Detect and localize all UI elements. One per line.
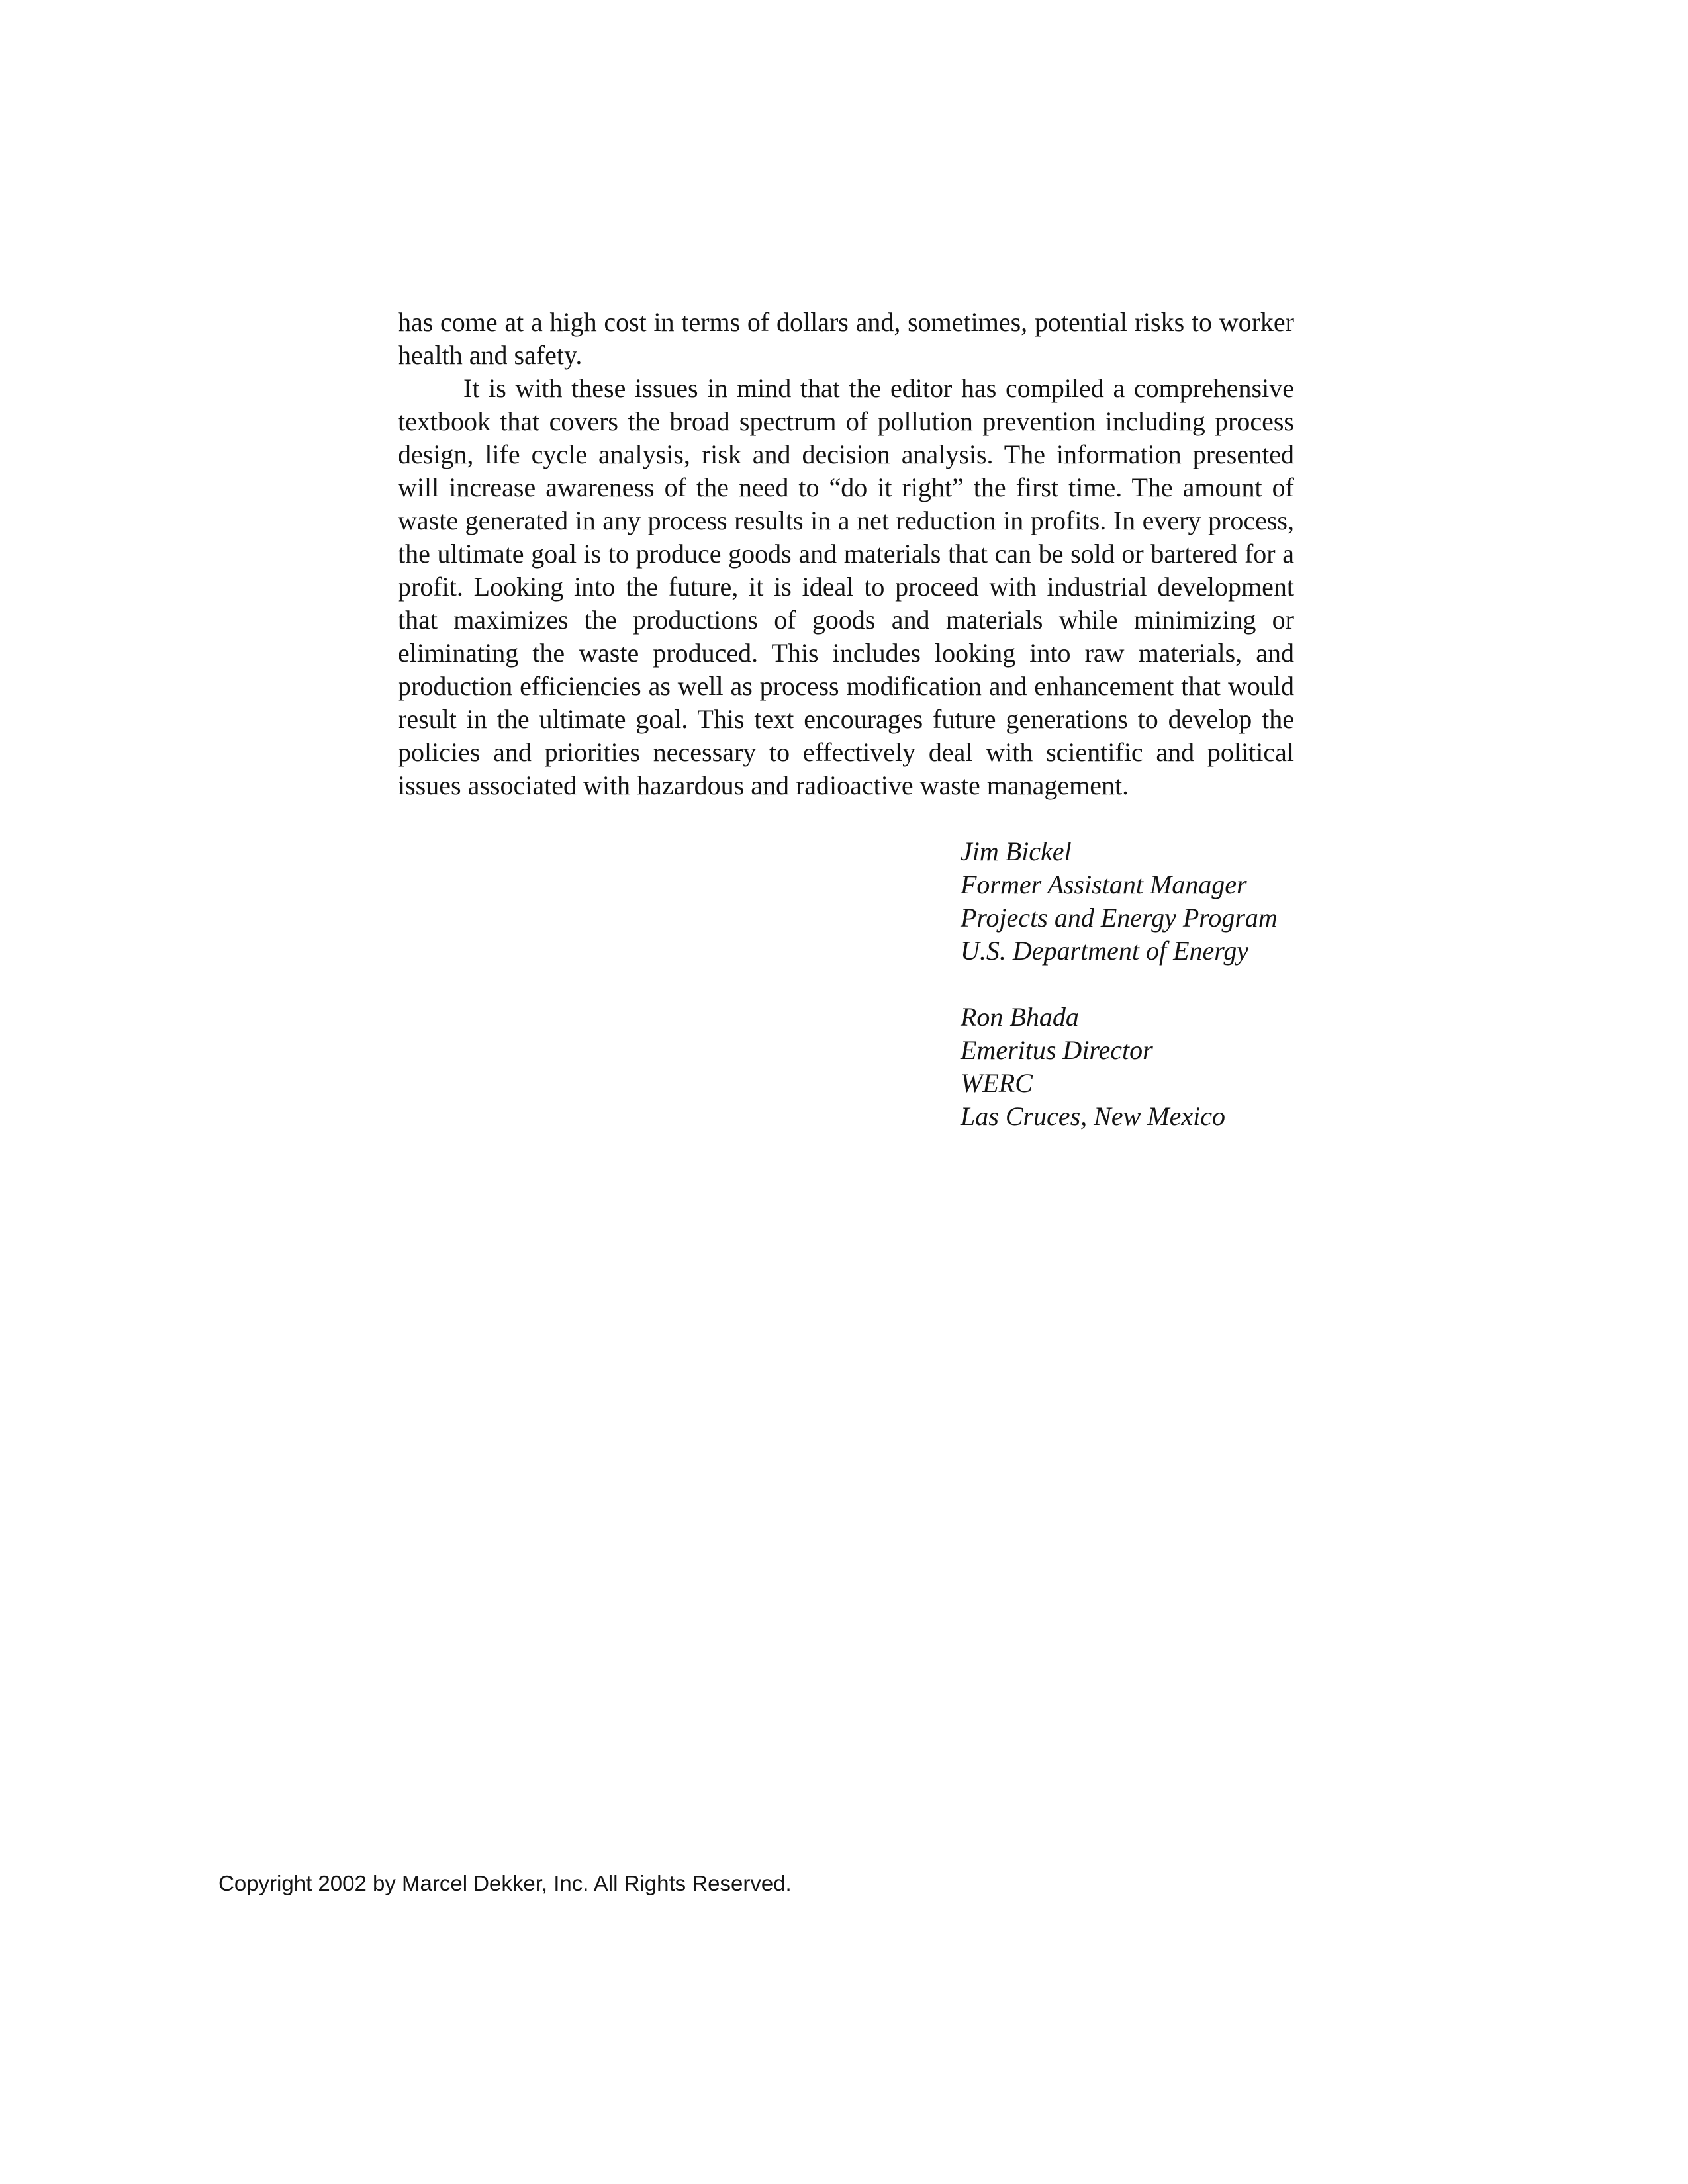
signer-organization: WERC [961,1068,1033,1098]
signer-program: Projects and Energy Program [961,903,1278,933]
foreword-body [398,306,1294,802]
signature-block-bhada [961,1001,1278,1133]
signer-name: Jim Bickel [961,837,1072,866]
signer-title: Emeritus Director [961,1035,1153,1065]
signer-name: Ron Bhada [961,1002,1079,1032]
paragraph-continuation: has come at a high cost in terms of dollars and, sometimes, potential risks to worker health and safety. [398,307,1294,370]
copyright-notice: Copyright 2002 by Marcel Dekker, Inc. All Rights Reserved. [218,1871,792,1895]
signer-location: Las Cruces, New Mexico [961,1101,1225,1131]
signer-title: Former Assistant Manager [961,870,1247,899]
signature-section [961,835,1278,1133]
signature-block-bickel [961,835,1278,968]
paragraph-main: It is with these issues in mind that the editor has compiled a comprehensive textbook that covers the broad spectrum of pollution prevention including process design, life cycle analysis, risk and decision analysis. The information presented will increase awareness of the need to “do it right” the first time. The amount of waste generated in any process results in a net reduction in profits. In every process, the ultimate goal is to produce goods and materials that can be sold or bartered for a profit. Looking into the future, it is ideal to proceed with industrial development that maximizes the productions of goods and materials while minimizing or eliminating the waste produced. This includes looking into raw materials, and production efficiencies as well as process modification and enhancement that would result in the ultimate goal. This text encourages future generations to develop the policies and priorities necessary to effectively deal with scientific and political issues associated with hazardous and radioactive waste management. [398,373,1294,800]
signer-organization: U.S. Department of Energy [961,936,1249,966]
